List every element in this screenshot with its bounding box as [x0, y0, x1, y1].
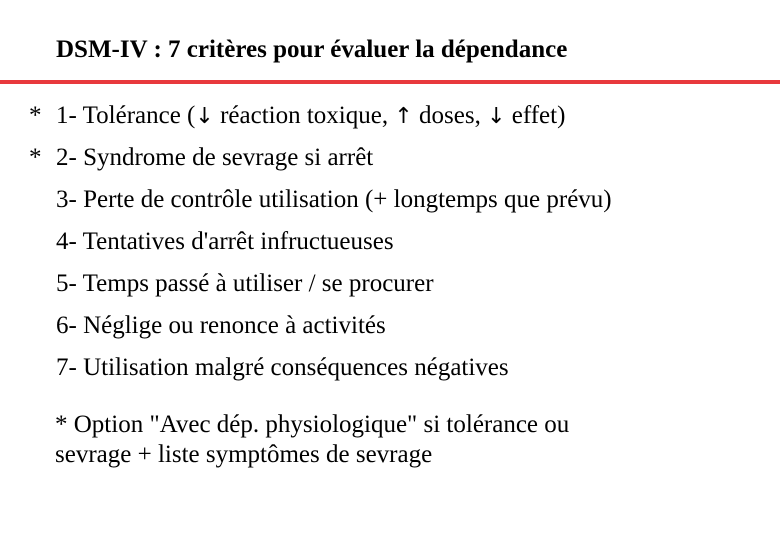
criterion-text: 2- Syndrome de sevrage si arrêt — [56, 144, 374, 171]
slide-title: DSM-IV : 7 critères pour évaluer la dépendance — [56, 36, 568, 63]
option-note — [55, 410, 569, 470]
criterion-text: 6- Néglige ou renonce à activités — [56, 312, 386, 339]
criterion-text — [56, 96, 565, 137]
criterion-text: 3- Perte de contrôle utilisation (+ longtemps que prévu) — [56, 186, 612, 213]
criterion-text: 5- Temps passé à utiliser / se procurer — [56, 270, 434, 297]
criterion-text: 4- Tentatives d'arrêt infructueuses — [56, 228, 394, 255]
criterion-bullet: * — [29, 102, 42, 129]
arrow-down-icon: ↓ — [195, 104, 214, 129]
arrow-down-icon: ↓ — [487, 104, 506, 129]
criterion-bullet: * — [29, 144, 42, 171]
title-divider — [0, 80, 780, 84]
criterion-text-part: réaction toxique, — [213, 102, 395, 129]
option-note-line: * Option "Avec dép. physiologique" si tolérance ou — [55, 411, 570, 438]
criterion-text-part: doses, — [412, 102, 488, 129]
option-note-line: sevrage + liste symptômes de sevrage — [55, 441, 433, 468]
criterion-text-part: effet) — [505, 102, 566, 129]
criterion-text: 7- Utilisation malgré conséquences négatives — [56, 354, 509, 381]
criterion-text-part: 1- Tolérance ( — [56, 102, 196, 129]
arrow-up-icon: ↑ — [394, 104, 413, 129]
